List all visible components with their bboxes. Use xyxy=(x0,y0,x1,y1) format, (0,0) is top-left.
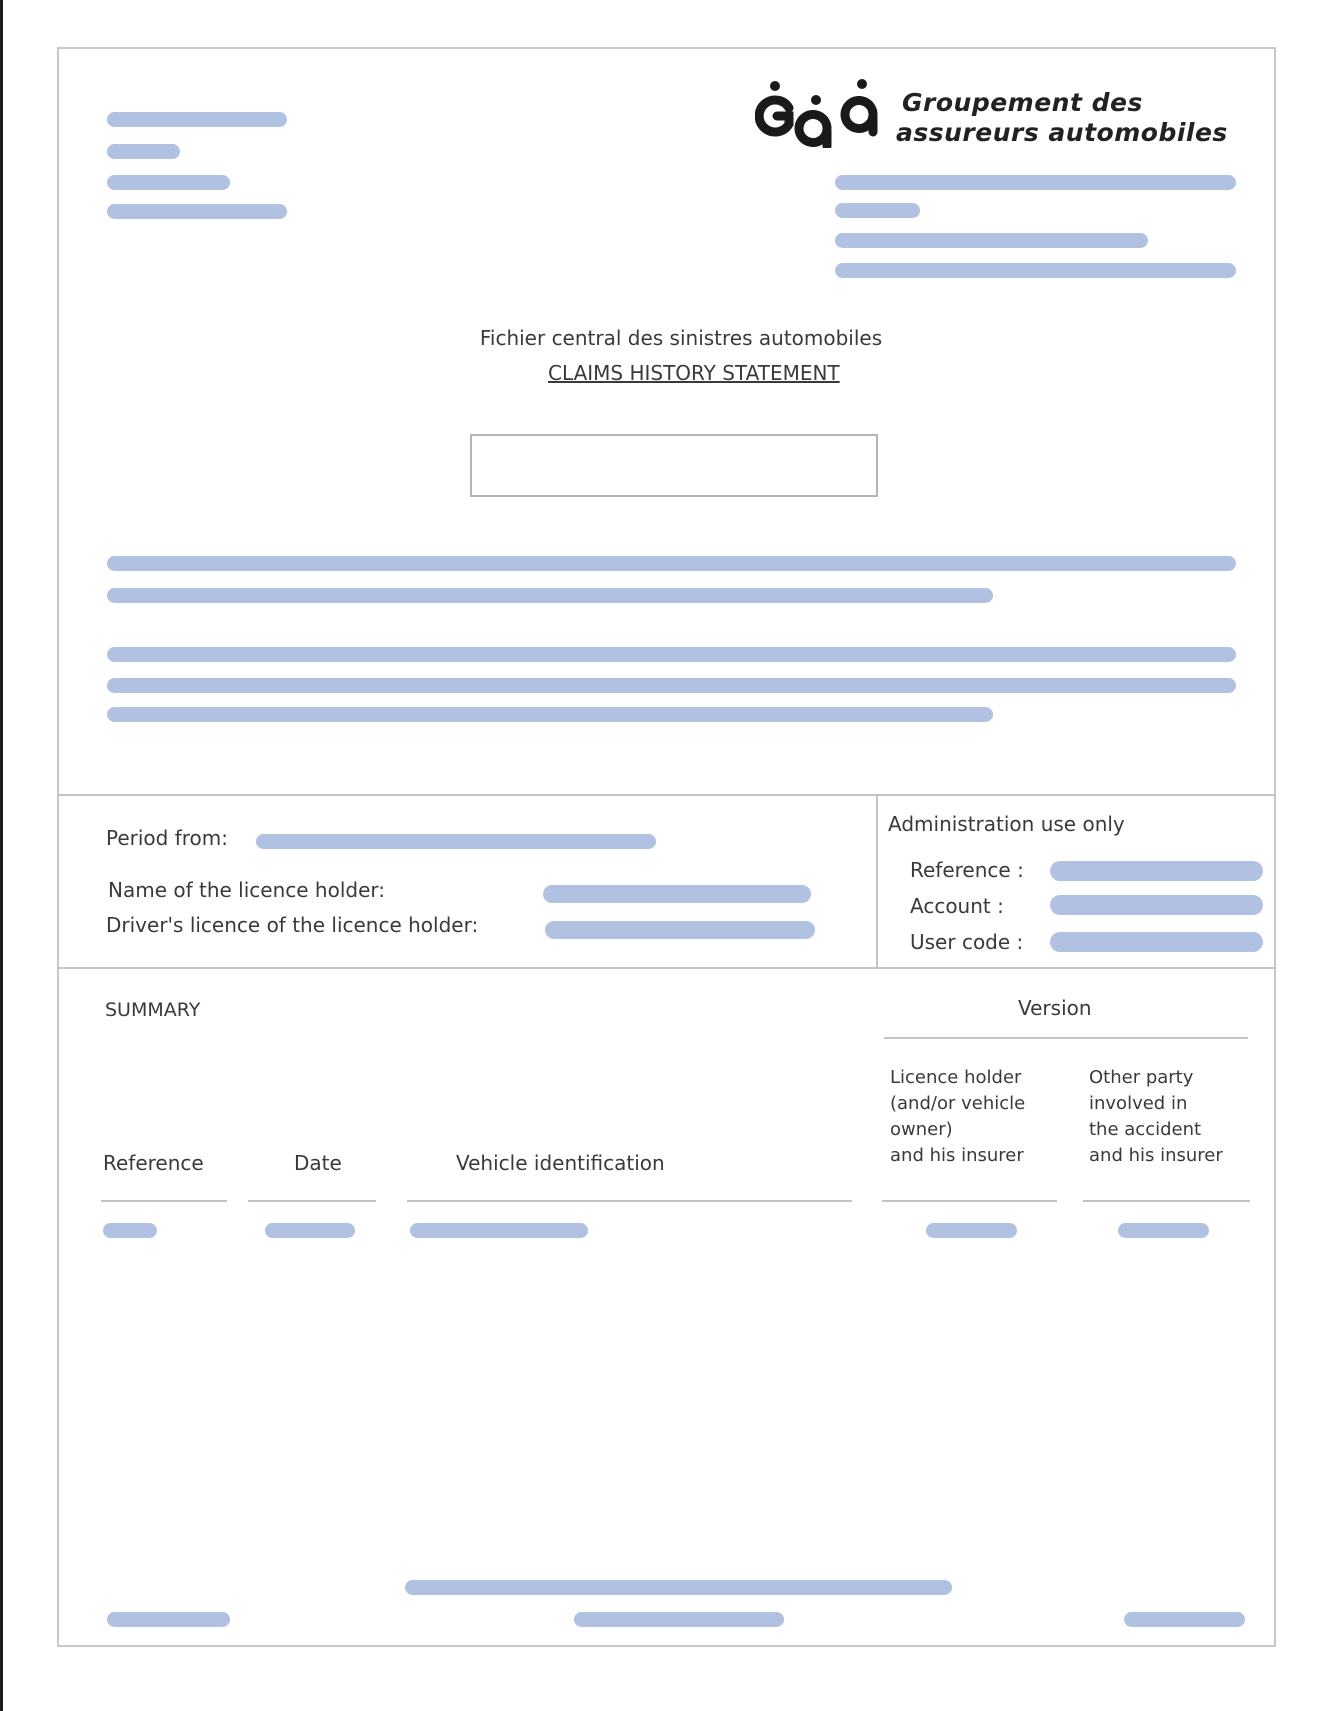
redacted-line xyxy=(835,203,920,218)
document-subtitle: CLAIMS HISTORY STATEMENT xyxy=(548,361,840,385)
version-heading: Version xyxy=(1018,996,1092,1020)
redacted-line xyxy=(107,556,1236,571)
redacted-line xyxy=(107,144,180,159)
col-date-header: Date xyxy=(294,1151,342,1175)
admin-user-code-label: User code : xyxy=(910,930,1024,954)
col-other-party-line: involved in xyxy=(1089,1093,1188,1114)
licence-redacted xyxy=(545,921,815,939)
admin-reference-redacted xyxy=(1050,861,1263,881)
redacted-line xyxy=(835,233,1148,248)
col-underline xyxy=(1083,1200,1250,1202)
col-licence-holder-line: Licence holder xyxy=(890,1067,1022,1088)
col-other-party-line: the accident xyxy=(1089,1119,1202,1140)
period-value-redacted xyxy=(256,834,656,849)
col-vehicle-header: Vehicle identification xyxy=(456,1151,665,1175)
redacted-line xyxy=(107,588,993,603)
redacted-line xyxy=(107,678,1236,693)
admin-reference-label: Reference : xyxy=(910,858,1024,882)
section-divider xyxy=(57,794,1276,796)
col-underline xyxy=(882,1200,1057,1202)
admin-heading: Administration use only xyxy=(888,812,1125,836)
redacted-line xyxy=(835,175,1236,190)
redacted-line xyxy=(107,175,230,190)
logo-org-name xyxy=(896,88,1228,148)
summary-heading: SUMMARY xyxy=(105,999,201,1021)
redacted-line xyxy=(405,1580,952,1595)
col-underline xyxy=(407,1200,852,1202)
redacted-line xyxy=(1124,1612,1245,1627)
cell-other-party-redacted xyxy=(1118,1223,1209,1238)
redacted-line xyxy=(107,204,287,219)
gaa-logo-mark-icon xyxy=(755,78,883,148)
col-licence-holder-line: (and/or vehicle xyxy=(890,1093,1026,1114)
window-edge xyxy=(0,0,3,1711)
col-underline xyxy=(248,1200,376,1202)
cell-date-redacted xyxy=(265,1223,355,1238)
redacted-line xyxy=(107,707,993,722)
col-reference-header: Reference xyxy=(103,1151,204,1175)
redacted-line xyxy=(107,1612,230,1627)
col-underline xyxy=(101,1200,227,1202)
col-other-party-line: Other party xyxy=(1089,1067,1194,1088)
document-page xyxy=(57,47,1276,1647)
col-other-party-line: and his insurer xyxy=(1089,1145,1223,1166)
logo-org-line2: assureurs automobiles xyxy=(896,118,1228,147)
col-licence-holder-header xyxy=(890,1065,1025,1169)
col-licence-holder-line: and his insurer xyxy=(890,1145,1024,1166)
redacted-line xyxy=(835,263,1236,278)
document-title: Fichier central des sinistres automobiles xyxy=(479,326,883,350)
admin-account-label: Account : xyxy=(910,894,1004,918)
col-licence-holder-line: owner) xyxy=(890,1119,953,1140)
licence-label: Driver's licence of the licence holder: xyxy=(106,913,479,937)
logo-org-line1: Groupement des xyxy=(902,88,1143,117)
cell-reference-redacted xyxy=(103,1223,157,1238)
cell-vehicle-redacted xyxy=(410,1223,588,1238)
reference-box xyxy=(470,434,878,497)
version-underline xyxy=(884,1037,1248,1039)
column-divider xyxy=(876,794,878,969)
redacted-line xyxy=(107,112,287,127)
holder-name-label: Name of the licence holder: xyxy=(108,878,386,902)
holder-name-redacted xyxy=(543,885,811,903)
admin-account-redacted xyxy=(1050,895,1263,915)
redacted-line xyxy=(574,1612,784,1627)
col-other-party-header xyxy=(1089,1065,1223,1169)
redacted-line xyxy=(107,647,1236,662)
period-label: Period from: xyxy=(106,826,229,850)
cell-licence-holder-redacted xyxy=(926,1223,1017,1238)
admin-user-code-redacted xyxy=(1050,932,1263,952)
section-divider xyxy=(57,967,1276,969)
